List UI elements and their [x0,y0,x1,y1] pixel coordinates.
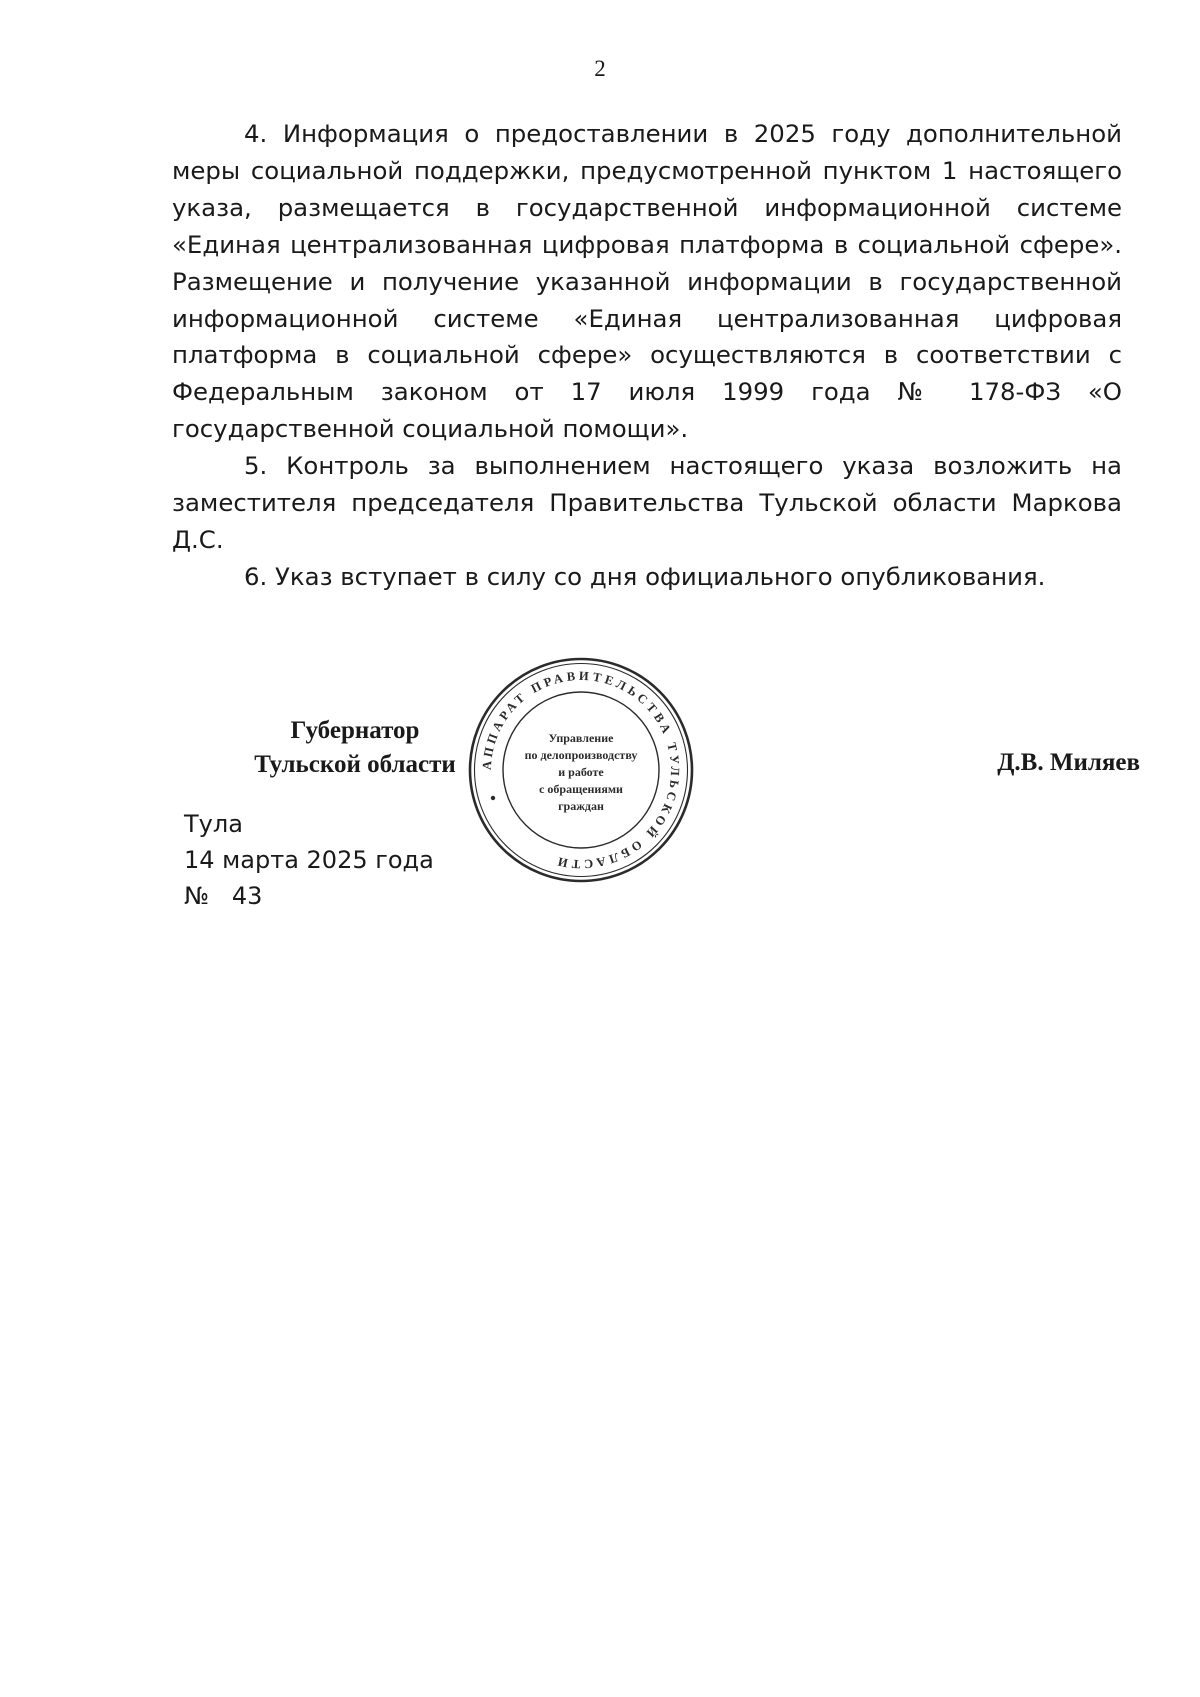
stamp-center-line-3: и работе [558,765,604,779]
paragraph-5: 5. Контроль за выполнением настоящего указа возложить на заместителя председателя Правительства Тульской области Маркова Д.С. [172,451,1122,554]
stamp-center-line-5: граждан [558,799,604,813]
place-city: Тула [184,810,243,838]
signatory-name: Д.В. Миляев [997,749,1140,776]
paragraph-4: 4. Информация о предоставлении в 2025 году дополнительной меры социальной поддержки, предусмотренной пунктом 1 настоящего указа, размещается в государственной информационной системе «Единая централизованная цифровая платформа в социальной сфере». Размещение и получение указанной информации в государственной информационной системе «Единая централизованная цифровая платформа в социальной сфере» осуществляются в соответствии с Федеральным законом от 17 июля 1999 года № 178-ФЗ «О государственной социальной помощи». [172,119,1122,444]
stamp-center-line-4: с обращениями [539,782,623,796]
signatory-title-line-2: Тульской области [254,751,456,778]
paragraph-6: 6. Указ вступает в силу со дня официального опубликования. [244,561,1046,591]
document-number: № 43 [184,882,263,910]
signatory-title-line-1: Губернатор [290,717,420,744]
place-date-block [184,806,434,914]
stamp-center-line-1: Управление [548,731,614,745]
stamp-seal-graphic [466,655,696,885]
document-date: 14 марта 2025 года [184,846,434,874]
stamp-center-line-2: по делопроизводству [524,748,638,762]
stamp-ring-textpath: АППАРАТ ПРАВИТЕЛЬСТВА ТУЛЬСКОЙ ОБЛАСТИ [479,668,683,872]
page-number: 2 [594,56,606,81]
document-body [172,116,1122,596]
stamp-dot [491,796,495,800]
official-stamp [466,655,696,885]
